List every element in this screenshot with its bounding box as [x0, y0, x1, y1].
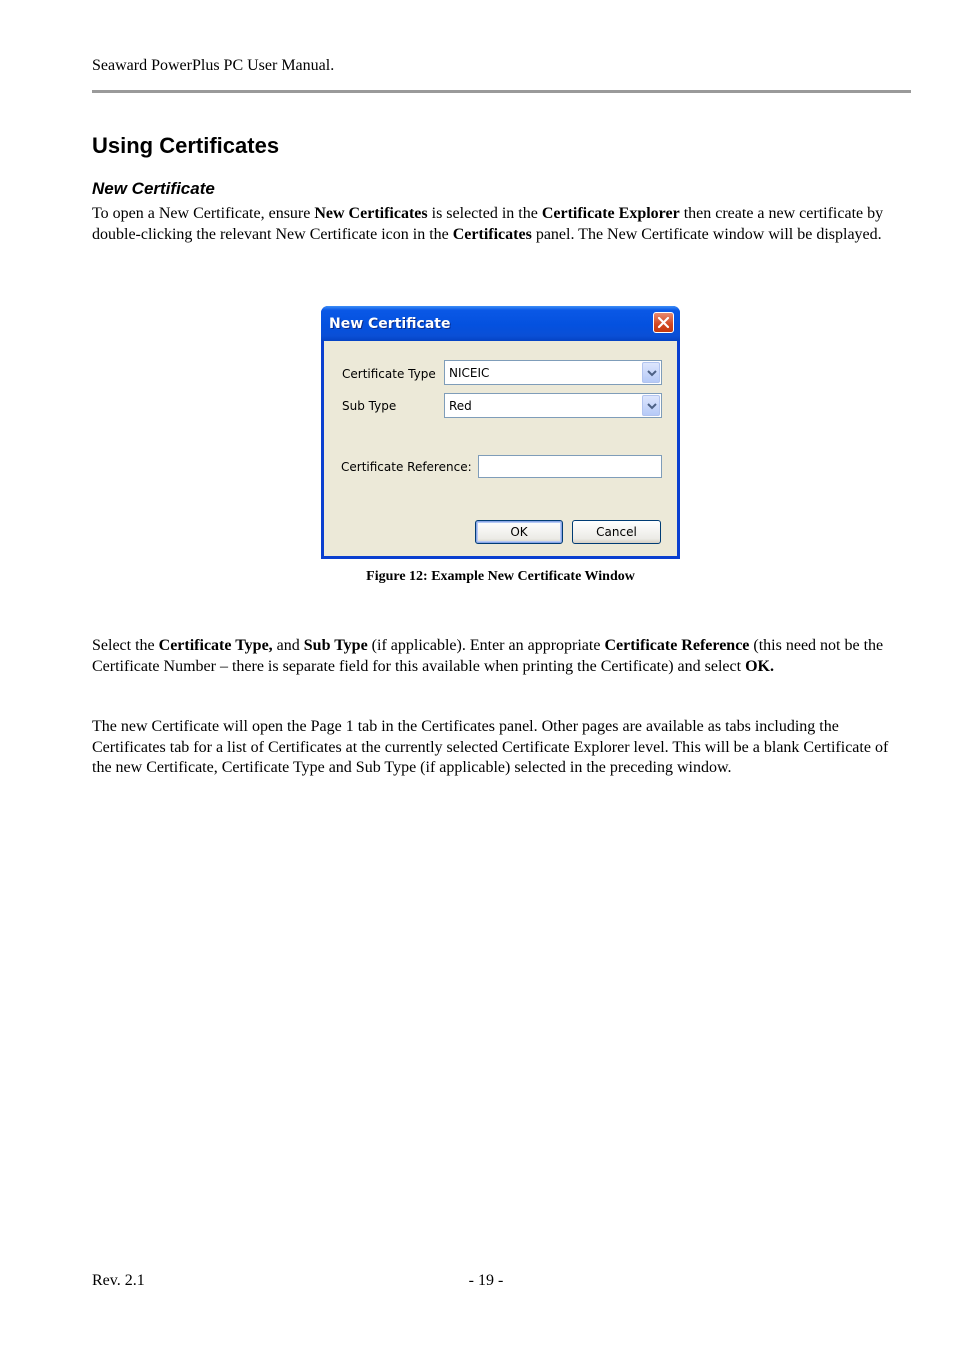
chevron-down-icon [647, 402, 657, 410]
bold-term: Certificates [452, 225, 532, 243]
certificate-type-select[interactable] [444, 360, 662, 385]
instructions-paragraph [92, 636, 904, 677]
certificate-reference-label: Certificate Reference: [341, 460, 472, 474]
intro-paragraph [92, 204, 904, 245]
text-run: is selected in the [427, 205, 542, 222]
certificate-type-label: Certificate Type [342, 367, 436, 381]
text-run: To open a New Certificate, ensure [92, 205, 315, 222]
close-button[interactable] [653, 312, 674, 333]
text-run: panel. The New Certificate window will be displayed. [531, 225, 882, 243]
close-icon [657, 316, 670, 329]
footer-page-number: - 19 - [468, 1272, 504, 1289]
dialog-body [324, 341, 677, 556]
bold-term: New Certificates [314, 205, 428, 222]
result-paragraph: The new Certificate will open the Page 1 tab in the Certificates panel. Other pages are available as tabs including the Certificates tab for a list of Certificates at the currently selected Certificate Explorer level. This will be a blank Certificate of the new Certificate, Certificate Type and Sub Type (if applicable) selected in the preceding window. [92, 718, 889, 776]
text-run: Select the [92, 637, 159, 654]
sub-type-dropdown-button[interactable] [642, 395, 660, 416]
text-run: (this need not be the Certificate Number – there is separate field for this available when printing the Certificate) and select [92, 637, 884, 675]
new-certificate-dialog [321, 306, 680, 559]
running-header: Seaward PowerPlus PC User Manual. [92, 57, 335, 74]
sub-type-value: Red [449, 399, 472, 413]
subsection-title: New Certificate [92, 179, 215, 198]
figure-caption: Figure 12: Example New Certificate Window [366, 569, 635, 584]
text-run: (if applicable). Enter an appropriate [367, 637, 605, 654]
bold-term: Certificate Reference [604, 637, 750, 654]
bold-term: Certificate Explorer [541, 205, 680, 222]
sub-type-label: Sub Type [342, 399, 397, 413]
bold-term: OK. [745, 657, 774, 675]
dialog-titlebar[interactable] [321, 306, 680, 341]
certificate-type-dropdown-button[interactable] [642, 362, 660, 383]
certificate-type-value: NICEIC [449, 366, 490, 380]
certificate-reference-input[interactable] [478, 455, 662, 478]
text-run: then create a new certificate by double-clicking the relevant New Certificate icon in the [92, 205, 884, 243]
ok-button[interactable]: OK [475, 520, 563, 544]
chevron-down-icon [647, 369, 657, 377]
cancel-button[interactable]: Cancel [572, 520, 661, 544]
header-divider [92, 90, 911, 93]
sub-type-select[interactable] [444, 393, 662, 418]
section-title: Using Certificates [92, 133, 280, 158]
footer-revision: Rev. 2.1 [92, 1272, 145, 1289]
bold-term: Certificate Type, [158, 637, 273, 654]
dialog-title: New Certificate [329, 316, 451, 332]
text-run: and [272, 637, 304, 654]
bold-term: Sub Type [303, 637, 368, 654]
